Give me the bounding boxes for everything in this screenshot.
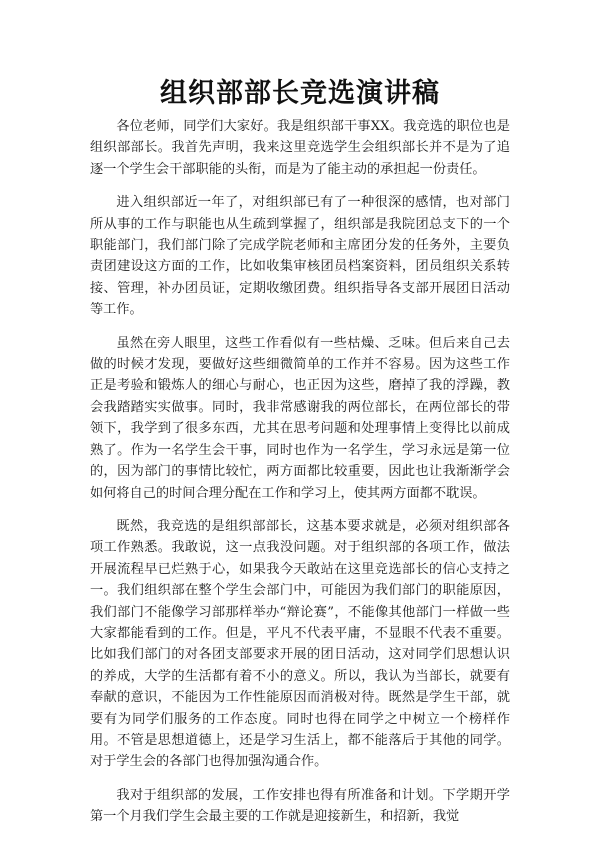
paragraph-4: 既然，我竞选的是组织部部长，这基本要求就是，必须对组织部各项工作熟悉。我敢说，这一点我没问题。对于组织部的各项工作，做法开展流程早已烂熟于心，如果我今天敢站在这里竞选部长的信心支持之一。我们组织部在整个学生会部门中，可能因为我们部门的职能原因，我们部门不能像学习部那样举办“辩论赛”，不能像其他部门一样做一些大家都能看到的工作。但是，平凡不代表平庸，不显眼不代表不重要。比如我们部门的对各团支部要求开展的团日活动，这对同学们思想认识的养成，大学的生活都有着不小的意义。所以，我认为当部长，就要有奉献的意识，不能因为工作性能原因而消极对待。既然是学生干部，就要有为同学们服务的工作态度。同时也得在同学之中树立一个榜样作用。不管是思想道德上，还是学习生活上，都不能落后于其他的同学。对于学生会的各部门也得加强沟通合作。 [90, 518, 510, 770]
document-title: 组织部部长竞选演讲稿 [160, 78, 440, 109]
paragraph-2: 进入组织部近一年了，对组织部已有了一种很深的感情，也对部门所从事的工作与职能也从生疏到掌握了，组织部是我院团总支下的一个职能部门，我们部门除了完成学院老师和主席团分发的任务外，主要负责团建设这方面的工作，比如收集审核团员档案资料，团员组织关系转接、管理，补办团员证，定期收缴团费。组织指导各支部开展团日活动等工作。 [90, 195, 510, 318]
document-body [90, 116, 510, 828]
paragraph-1: 各位老师，同学们大家好。我是组织部干事XX。我竞选的职位也是组织部部长。我首先声明，我来这里竞选学生会组织部长并不是为了追逐一个学生会干部职能的头衔，而是为了能主动的承担起一份责任。 [90, 119, 510, 177]
paragraph-3: 虽然在旁人眼里，这些工作看似有一些枯燥、乏味。但后来自己去做的时候才发现，要做好这些细微简单的工作并不容易。因为这些工作正是考验和锻炼人的细心与耐心，也正因为这些，磨掉了我的浮躁，教会我踏踏实实做事。同时，我非常感谢我的两位部长，在两位部长的带领下，我学到了很多东西，尤其在思考问题和处理事情上变得比以前成熟了。作为一名学生会干事，同时也作为一名学生，学习永远是第一位的，因为部门的事情比较忙，两方面都比较重要，因此也让我渐渐学会如何将自己的时间合理分配在工作和学习上，使其两方面都不耽误。 [90, 335, 510, 501]
paragraph-5: 我对于组织部的发展，工作安排也得有所准备和计划。下学期开学第一个月我们学生会最主要的工作就是迎接新生，和招新，我觉 [90, 787, 510, 825]
